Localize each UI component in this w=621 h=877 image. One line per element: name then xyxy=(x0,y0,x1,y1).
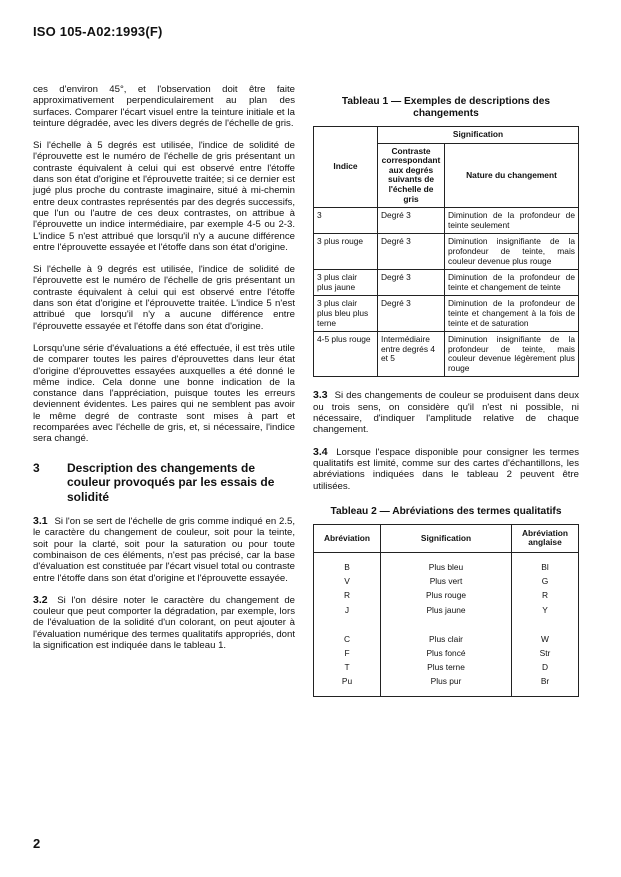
table1-cell-contraste: Degré 3 xyxy=(378,296,445,332)
table2-header-signification: Signification xyxy=(381,524,512,552)
paragraph: Si l'échelle à 9 degrés est utilisée, l'indice de solidité de l'éprouvette est le numéro de l'échelle de gris présentant un contraste équivalent à celui qui est observé entre l'étoffe dans son état d'origine et l'éprouvette traitée. L'indice 5 n'est attribué que lorsqu'il n'y a aucune différence entre l'éprouvette essayée et l'étoffe dans son état d'origine. xyxy=(33,264,295,332)
table-row xyxy=(314,674,579,696)
table-row xyxy=(314,603,579,617)
table2-cell-en: R xyxy=(512,588,579,602)
table-row xyxy=(314,296,579,332)
table1-header-signification: Signification xyxy=(378,127,579,144)
table2-cell-sig: Plus foncé xyxy=(381,646,512,660)
document-header: ISO 105-A02:1993(F) xyxy=(33,24,163,39)
table2-header-abr-anglaise: Abréviation anglaise xyxy=(512,524,579,552)
table1-cell-nature: Diminution insignifiante de la profondeur de teinte, mais couleur devenue légèrement plus rouge xyxy=(445,332,579,377)
table2-cell-abr: B xyxy=(314,553,381,575)
clause-text: Si l'on désire noter le caractère du changement de couleur que peut comporter la dégradation, par exemple, lors de l'évaluation de la solidité d'un colorant, on peut ajouter à l'évaluation numérique des termes qualitatifs appropriés, dont la signification est indiquée dans le tableau 1. xyxy=(33,594,295,652)
table1-header-nature: Nature du changement xyxy=(445,143,579,208)
table-row xyxy=(314,208,579,234)
clause-number: 3.4 xyxy=(313,445,328,458)
table-row xyxy=(314,660,579,674)
table1-cell-indice: 4-5 plus rouge xyxy=(314,332,378,377)
table2-cell-abr: J xyxy=(314,603,381,617)
table1-cell-contraste: Degré 3 xyxy=(378,208,445,234)
section-title: Description des changements de couleur provoqués par les essais de solidité xyxy=(67,460,275,504)
table2-cell-en: Y xyxy=(512,603,579,617)
clause-text: Lorsque l'espace disponible pour consigner les termes qualitatifs est limité, comme sur des cartes d'échantillons, les abréviations indiquées dans le tableau 2 peuvent être utilisées. xyxy=(313,446,579,492)
table1 xyxy=(313,126,579,377)
table-row xyxy=(314,553,579,575)
table1-caption: Tableau 1 — Exemples de descriptions des changements xyxy=(341,96,551,119)
table2-cell-abr: V xyxy=(314,574,381,588)
paragraph: ces d'environ 45°, et l'observation doit être faite approximativement perpendiculairement au plan des surfaces. Comparer l'écart visuel entre la teinture initiale et la teinture dégradée, avec les divers degrés de l'échelle de gris. xyxy=(33,84,295,129)
table-row xyxy=(314,234,579,270)
paragraph xyxy=(313,390,579,435)
table-row xyxy=(314,574,579,588)
right-column xyxy=(313,96,579,697)
clause-text: Si l'on se sert de l'échelle de gris comme indiqué en 2.5, le caractère du changement de couleur, soit pour la teinte, soit pour la clarté, soit pour la saturation ou pour toute combinaison de ces éléments, n'est pas précisé, car la base d'évaluation est constituée par l'écart visuel total ou contraste entre l'étoffe dans son état d'origine et l'éprouvette essayée. xyxy=(33,516,295,584)
table2-cell-abr: T xyxy=(314,660,381,674)
table2-cell-en: D xyxy=(512,660,579,674)
table-row xyxy=(314,332,579,377)
table2-cell-sig: Plus terne xyxy=(381,660,512,674)
table2-header-abreviation: Abréviation xyxy=(314,524,381,552)
section-number: 3 xyxy=(33,460,40,475)
table1-cell-indice: 3 plus clair plus jaune xyxy=(314,270,378,296)
clause-number: 3.3 xyxy=(313,389,328,402)
table2-cell-abr: Pu xyxy=(314,674,381,696)
left-column xyxy=(33,84,295,662)
table1-cell-nature: Diminution de la profondeur de teinte et changement à la fois de teinte et de saturation xyxy=(445,296,579,332)
paragraph xyxy=(33,516,295,584)
paragraph xyxy=(33,595,295,651)
table2-cell-en: Bl xyxy=(512,553,579,575)
table1-header-contraste: Contraste correspondant aux degrés suivants de l'échelle de gris xyxy=(378,143,445,208)
table-row xyxy=(314,646,579,660)
table2-cell-sig: Plus bleu xyxy=(381,553,512,575)
table1-cell-indice: 3 plus clair plus bleu plus terne xyxy=(314,296,378,332)
paragraph xyxy=(313,447,579,492)
table-row xyxy=(314,588,579,602)
table1-cell-nature: Diminution de la profondeur de teinte seulement xyxy=(445,208,579,234)
table2 xyxy=(313,524,579,697)
table2-cell-abr: F xyxy=(314,646,381,660)
paragraph: Lorsqu'une série d'évaluations a été effectuée, il est très utile de comparer toutes les paires d'éprouvettes dans leur état d'origine d'éprouvettes essayées auxquelles a été donné le même indice. Cela donne une bonne indication de la constance dans l'appréciation, puisque toutes les erreurs deviennent évidentes. Les paires qui ne semblent pas avoir le même degré de contraste sont mises à part et recomparées avec l'échelle de gris, et, si nécessaire, l'indice sera changé. xyxy=(33,342,295,445)
table2-cell-en: Str xyxy=(512,646,579,660)
table2-caption: Tableau 2 — Abréviations des termes qualitatifs xyxy=(330,505,562,517)
table1-cell-nature: Diminution insignifiante de la profondeur de teinte, mais couleur devenue plus rouge xyxy=(445,234,579,270)
paragraph: Si l'échelle à 5 degrés est utilisée, l'indice de solidité de l'éprouvette est le numéro de l'échelle de gris présentant un contraste équivalent à celui qui est observé entre l'étoffe dans son état d'origine et l'éprouvette traitée; si ce dernier est jugé plus proche du contraste imaginaire, situé à mi-chemin entre deux contrastes représentés par des degrés successifs, que l'un ou l'autre de ces deux contrastes, on attribue à l'éprouvette un indice intermédiaire, par exemple 4-5 ou 2-3. L'indice 5 n'est attribué que lorsqu'il n'y a aucune différence entre l'éprouvette essayée et l'étoffe dans son état d'origine. xyxy=(33,140,295,253)
table2-cell-en: W xyxy=(512,617,579,646)
table2-cell-sig: Plus pur xyxy=(381,674,512,696)
page-number: 2 xyxy=(33,836,41,851)
table2-cell-sig: Plus clair xyxy=(381,617,512,646)
clause-number: 3.2 xyxy=(33,593,48,606)
table2-cell-sig: Plus jaune xyxy=(381,603,512,617)
table1-cell-contraste: Degré 3 xyxy=(378,270,445,296)
section-heading xyxy=(33,461,295,505)
clause-text: Si des changements de couleur se produisent dans deux ou trois sens, on considère qu'il n'est ni possible, ni nécessaire, d'indiquer l'amplitude relative de chaque changement. xyxy=(313,390,579,436)
table2-cell-abr: R xyxy=(314,588,381,602)
table1-header-indice: Indice xyxy=(314,127,378,208)
table2-cell-en: Br xyxy=(512,674,579,696)
table1-cell-nature: Diminution de la profondeur de teinte et changement de teinte xyxy=(445,270,579,296)
table-row xyxy=(314,617,579,646)
table2-cell-en: G xyxy=(512,574,579,588)
clause-number: 3.1 xyxy=(33,515,48,528)
table2-cell-sig: Plus rouge xyxy=(381,588,512,602)
table1-cell-indice: 3 plus rouge xyxy=(314,234,378,270)
table-row xyxy=(314,270,579,296)
table2-cell-sig: Plus vert xyxy=(381,574,512,588)
table1-cell-contraste: Degré 3 xyxy=(378,234,445,270)
table2-cell-abr: C xyxy=(314,617,381,646)
table1-cell-indice: 3 xyxy=(314,208,378,234)
table1-cell-contraste: Intermédiaire entre degrés 4 et 5 xyxy=(378,332,445,377)
